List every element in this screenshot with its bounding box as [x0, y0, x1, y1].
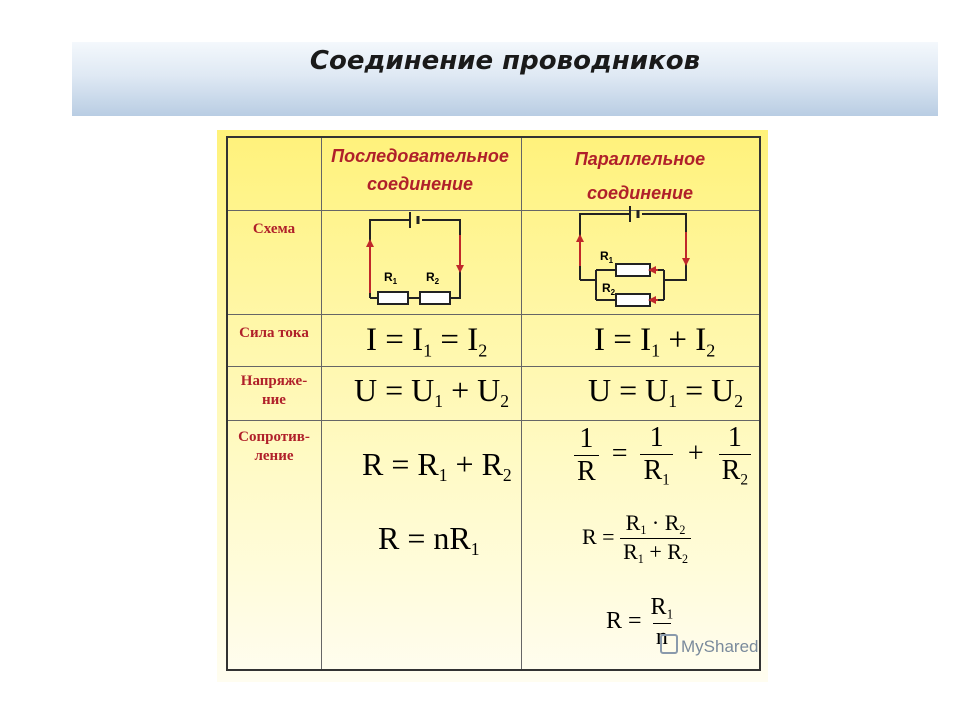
label-r1: $R_1$ [600, 249, 614, 265]
header-parallel [522, 142, 758, 210]
column-divider [321, 138, 322, 669]
watermark-text: MyShared [681, 637, 759, 656]
formula-parallel-reciprocal: $\frac{1}{R}$ = $\frac{1}{R1}$ + $\frac{1}{R2}$ [574, 422, 751, 489]
header-series-line: Последовательное [331, 146, 509, 166]
row-label-current: Сила тока [239, 325, 309, 341]
label-r2: $R_2$ [426, 270, 440, 286]
resistor-r1 [616, 264, 650, 276]
formula-parallel-resistance-n: R = $\frac{R1}{n}$ [606, 594, 676, 651]
fraction: $\frac{1}{R2}$ [719, 422, 751, 489]
slide-title: Соединение проводников [309, 46, 701, 76]
row-label-line: ние [262, 392, 286, 408]
formula-parallel-resistance: R = $\frac{R1 \cdot R2}{R1 + R2}$ [582, 510, 691, 567]
label-r2: $R_2$ [602, 281, 616, 297]
resistor-r1 [378, 292, 408, 304]
resistor-r2 [420, 292, 450, 304]
resistor-r2 [616, 294, 650, 306]
header-parallel-line: соединение [586, 183, 694, 203]
header-series-line: соединение [366, 174, 474, 194]
row-divider [228, 314, 759, 315]
label-r1: $R_1$ [384, 270, 398, 286]
formula-series-resistance: R = R1 + R2 [362, 446, 512, 486]
column-divider [521, 138, 522, 669]
formula-series-resistance-n: R = nR1 [378, 520, 480, 560]
formula-series-voltage: U = U1 + U2 [354, 372, 510, 412]
fraction: $\frac{1}{R1}$ [640, 422, 672, 489]
header-series [322, 142, 518, 198]
row-label-line: Напряже- [240, 373, 308, 389]
fraction: $\frac{1}{R}$ [574, 423, 599, 488]
row-label-scheme: Схема [252, 221, 296, 237]
fraction: $\frac{R1}{n}$ [650, 594, 674, 650]
row-divider [228, 366, 759, 367]
row-label-line: Сопротив- [238, 429, 310, 445]
formula-series-current: I = I1 = I2 [366, 322, 488, 361]
row-label-resistance [228, 428, 320, 466]
series-circuit-diagram [360, 205, 480, 310]
watermark [660, 634, 758, 657]
row-label-line: ление [254, 448, 294, 464]
title-band [72, 42, 938, 116]
row-label-voltage [228, 372, 320, 410]
header-parallel-line: Параллельное [574, 149, 706, 169]
watermark-icon [660, 634, 678, 654]
formula-parallel-current: I = I1 + I2 [594, 322, 716, 361]
formula-parallel-voltage: U = U1 = U2 [588, 372, 744, 412]
parallel-circuit-diagram [572, 202, 696, 314]
row-divider [228, 420, 759, 421]
fraction: $\frac{R1 \cdot R2}{R1 + R2}$ [620, 510, 691, 567]
